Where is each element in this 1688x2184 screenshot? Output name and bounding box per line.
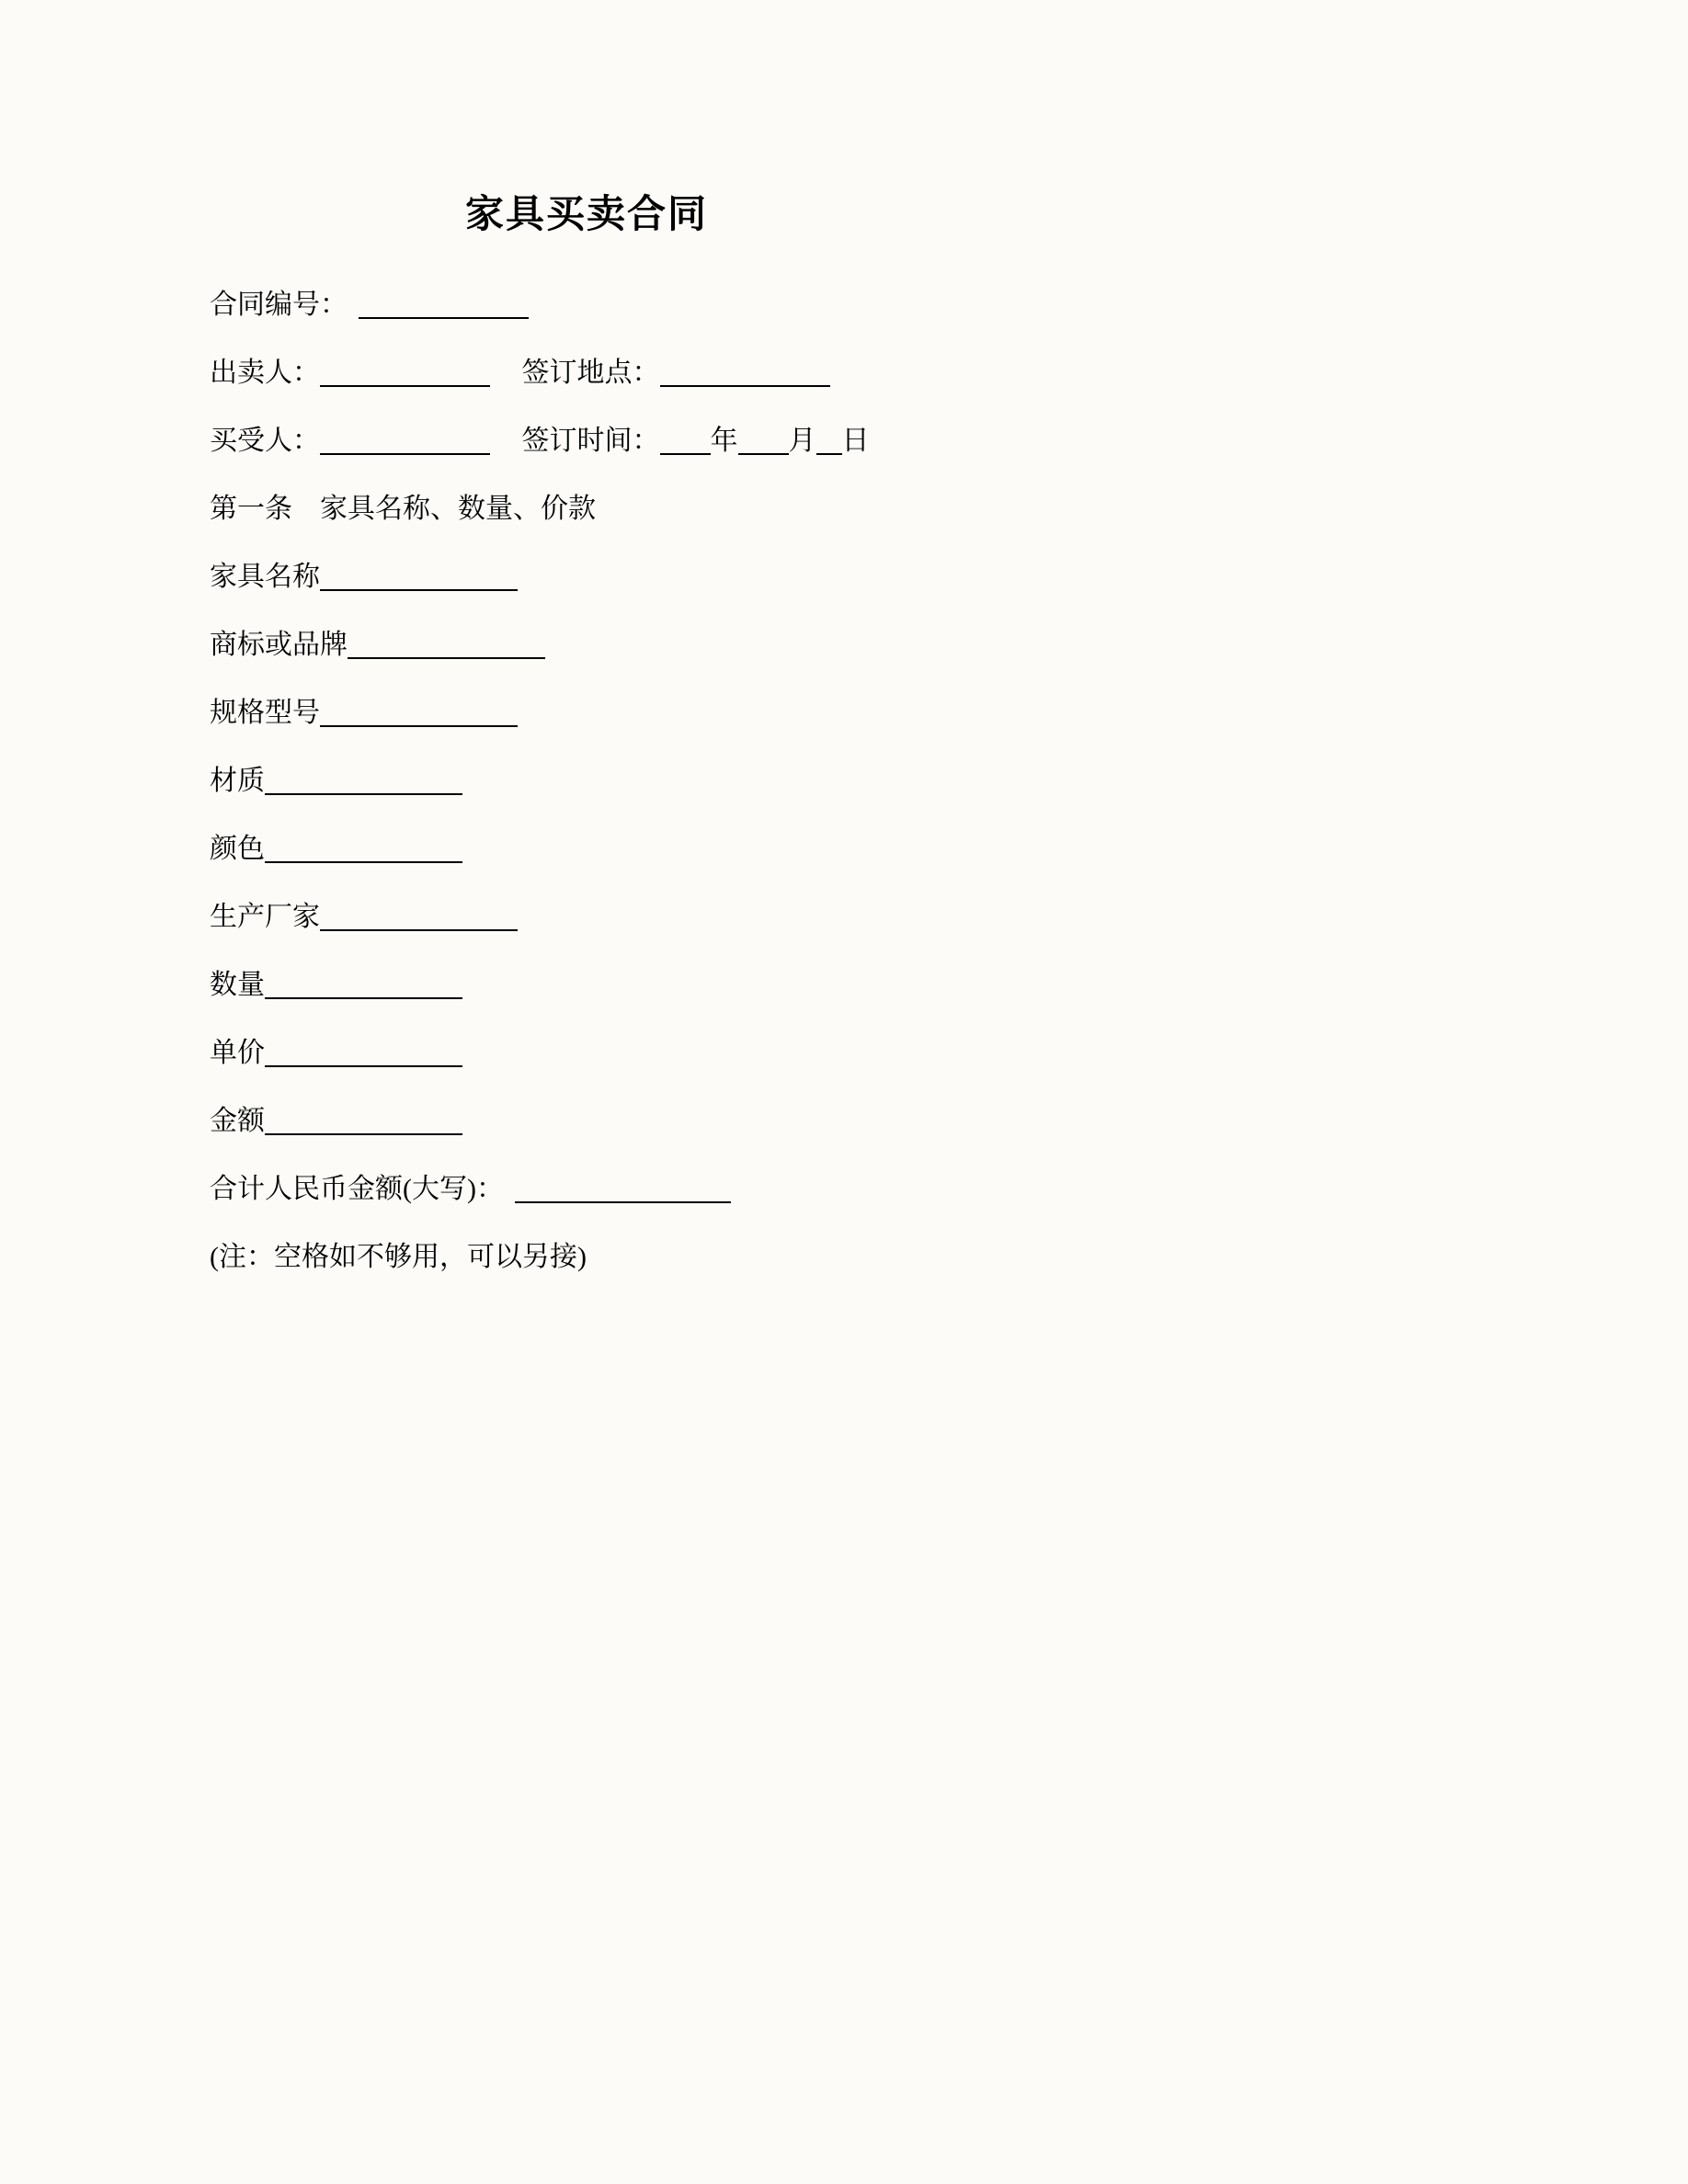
buyer-signtime-line (210, 427, 1688, 455)
seller-signplace-line (210, 358, 1688, 387)
sign-place-blank (660, 359, 830, 387)
item-label: 生产厂家 (210, 902, 320, 932)
item-line-amount (210, 1107, 1688, 1135)
item-line-color (210, 835, 1688, 863)
sign-time-day-blank (816, 427, 842, 455)
item-label: 金额 (210, 1106, 265, 1136)
item-blank (265, 768, 462, 795)
sign-time-year-blank (660, 427, 711, 455)
item-line-unit-price (210, 1039, 1688, 1067)
item-blank (265, 972, 462, 999)
item-line-furniture-name (210, 563, 1688, 591)
item-blank (320, 904, 518, 931)
item-blank (265, 1108, 462, 1135)
item-line-brand (210, 631, 1688, 659)
year-suffix: 年 (710, 426, 738, 456)
item-label: 单价 (210, 1038, 265, 1068)
sign-time-label: 签订时间： (521, 426, 660, 456)
seller-label: 出卖人： (210, 358, 320, 388)
item-blank (348, 631, 545, 659)
item-label: 商标或品牌 (210, 630, 348, 660)
month-suffix: 月 (788, 426, 816, 456)
item-line-manufacturer (210, 903, 1688, 931)
buyer-label: 买受人： (210, 426, 320, 456)
item-line-quantity (210, 971, 1688, 999)
item-blank (320, 563, 518, 591)
item-label: 材质 (210, 766, 265, 796)
item-label: 数量 (210, 970, 265, 1000)
item-line-spec-model (210, 699, 1688, 727)
buyer-blank (320, 427, 490, 455)
item-blank (265, 1040, 462, 1067)
buyer-field (210, 427, 515, 455)
total-amount-blank (515, 1176, 731, 1203)
day-suffix: 日 (841, 426, 870, 456)
contract-number-label: 合同编号： (210, 290, 348, 320)
contract-number-blank (359, 291, 529, 319)
contract-number-line (210, 290, 1688, 319)
total-amount-line (210, 1175, 1688, 1203)
item-line-material (210, 767, 1688, 795)
sign-time-month-blank (738, 427, 789, 455)
sign-place-label: 签订地点： (521, 358, 660, 388)
sign-place-field (515, 358, 830, 388)
item-label: 规格型号 (210, 698, 320, 728)
seller-field (210, 358, 515, 387)
item-blank (265, 836, 462, 863)
document-title: 家具买卖合同 (464, 194, 708, 236)
item-blank (320, 700, 518, 727)
article1-heading: 第一条 家具名称、数量、价款 (210, 494, 596, 524)
sign-time-field (515, 426, 870, 456)
item-label: 家具名称 (210, 562, 320, 592)
total-amount-label: 合计人民币金额(大写)： (210, 1174, 504, 1204)
note-line: (注：空格如不够用，可以另接) (210, 1242, 587, 1272)
item-label: 颜色 (210, 834, 265, 864)
seller-blank (320, 359, 490, 387)
